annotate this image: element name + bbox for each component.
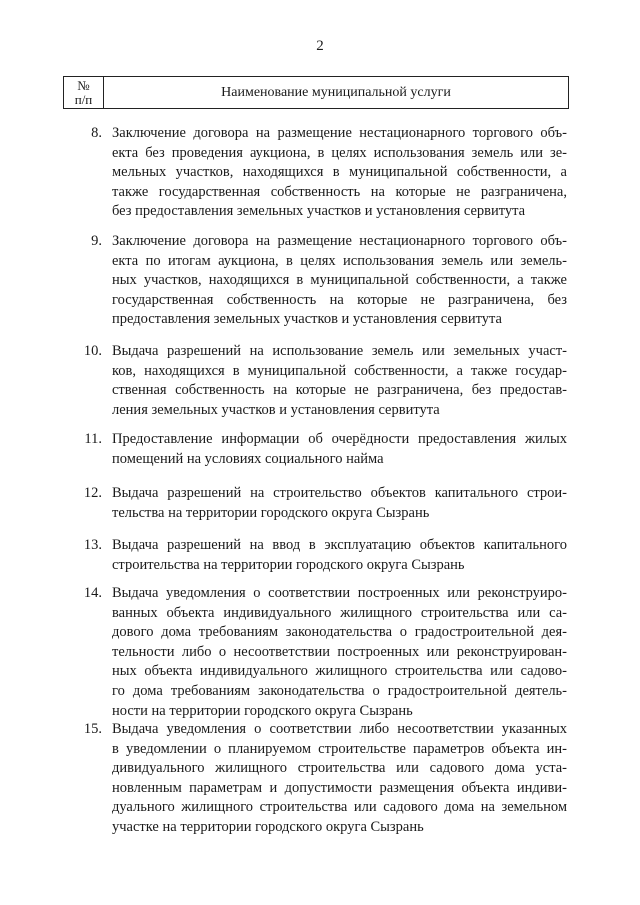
list-item-text [112,232,567,330]
list-item-number: 9. [91,233,102,249]
list-item-number: 15. [83,721,102,737]
list-item-number: 12. [83,485,102,501]
list-item-line: Заключение договора на размещение нестационарного торгового объ- [112,233,567,249]
list-item-number: 13. [83,537,102,553]
list-item-line: новленным параметрам и допустимости размещения объекта индиви- [112,779,567,796]
list-item-text [112,484,567,523]
list-item-line: Заключение договора на размещение нестационарного торгового объ- [112,125,567,141]
list-item-line: Выдача уведомления о соответствии построенных или реконструиро- [112,585,567,601]
list-item-line: дуального жилищного строительства или садового дома на земельном [112,799,567,816]
list-item-line: предоставления земельных участков и установления сервитута [112,311,502,328]
list-item-line: ных участков, находящихся в муниципальной собственности, а также [112,272,567,289]
list-item-line: Выдача разрешений на использование земель или земельных участ- [112,343,567,359]
list-item-line: ванных объекта индивидуального жилищного строительства или са- [112,604,567,621]
list-item-line: екта по итогам аукциона, в целях использования земель или земель- [112,252,567,269]
page-number: 2 [316,38,324,54]
header-title: Наименование муниципальной услуги [221,85,451,100]
list-item-line: дивидуального жилищного строительства или садового дома уста- [112,760,567,777]
list-item-line: тельности либо о несоответствии построенных или реконструирован- [112,643,567,660]
list-item-line: строительства на территории городского округа Сызрань [112,556,465,573]
list-item-line: го дома требованиям законодательства о градостроительной деятель- [112,682,567,699]
list-item-number: 10. [83,343,102,359]
list-item-line: екта без проведения аукциона, в целях использования земель или зе- [112,144,567,161]
list-item-line: помещений на условиях социального найма [112,450,384,467]
list-item-number: 11. [84,431,102,447]
list-item-line: тельства на территории городского округа Сызрань [112,504,430,521]
list-item-text [112,584,567,721]
list-item-line: без предоставления земельных участков и установления сервитута [112,203,526,220]
header-number-abbrev: п/п [74,92,93,107]
list-item-line: в уведомлении о планируемом строительстве параметров объекта ин- [112,740,567,757]
header-number-symbol: № [77,78,90,93]
list-item-line: участке на территории городского округа Сызрань [112,818,424,835]
list-item-line: Выдача разрешений на ввод в эксплуатацию объектов капитального [112,537,567,553]
list-item-text [112,720,567,838]
list-item-line: ков, находящихся в муниципальной собственности, а также государ- [112,362,567,379]
header-number-column [64,77,104,108]
list-item-text [112,536,567,575]
list-item-number: 8. [91,125,102,141]
list-item-line: ственная собственность на которые не разграничена, без предостав- [112,382,567,399]
list-item-line: ления земельных участков и установления сервитута [112,401,440,418]
list-item-line: Выдача уведомления о соответствии либо несоответствии указанных [112,721,567,737]
list-item-line: также государственная собственность на которые не разграничена, [112,183,567,200]
list-item-line: ности на территории городского округа Сызрань [112,702,413,719]
list-item-line: Предоставление информации об очерёдности предоставления жилых [112,431,567,447]
list-item-line: мельных участков, находящихся в муниципальной собственности, а [112,164,567,181]
list-item-line: ных объекта индивидуального жилищного строительства или садово- [112,663,567,680]
table-header [63,76,569,109]
list-item-number: 14. [83,585,102,601]
list-item-text [112,342,567,420]
list-item-line: Выдача разрешений на строительство объектов капитального строи- [112,485,567,501]
list-item-line: дового дома требованиям законодательства о градостроительной дея- [112,624,567,641]
list-item-text [112,124,567,222]
list-item-text [112,430,567,469]
list-item-line: государственная собственность на которые не разграничена, без [112,291,567,308]
